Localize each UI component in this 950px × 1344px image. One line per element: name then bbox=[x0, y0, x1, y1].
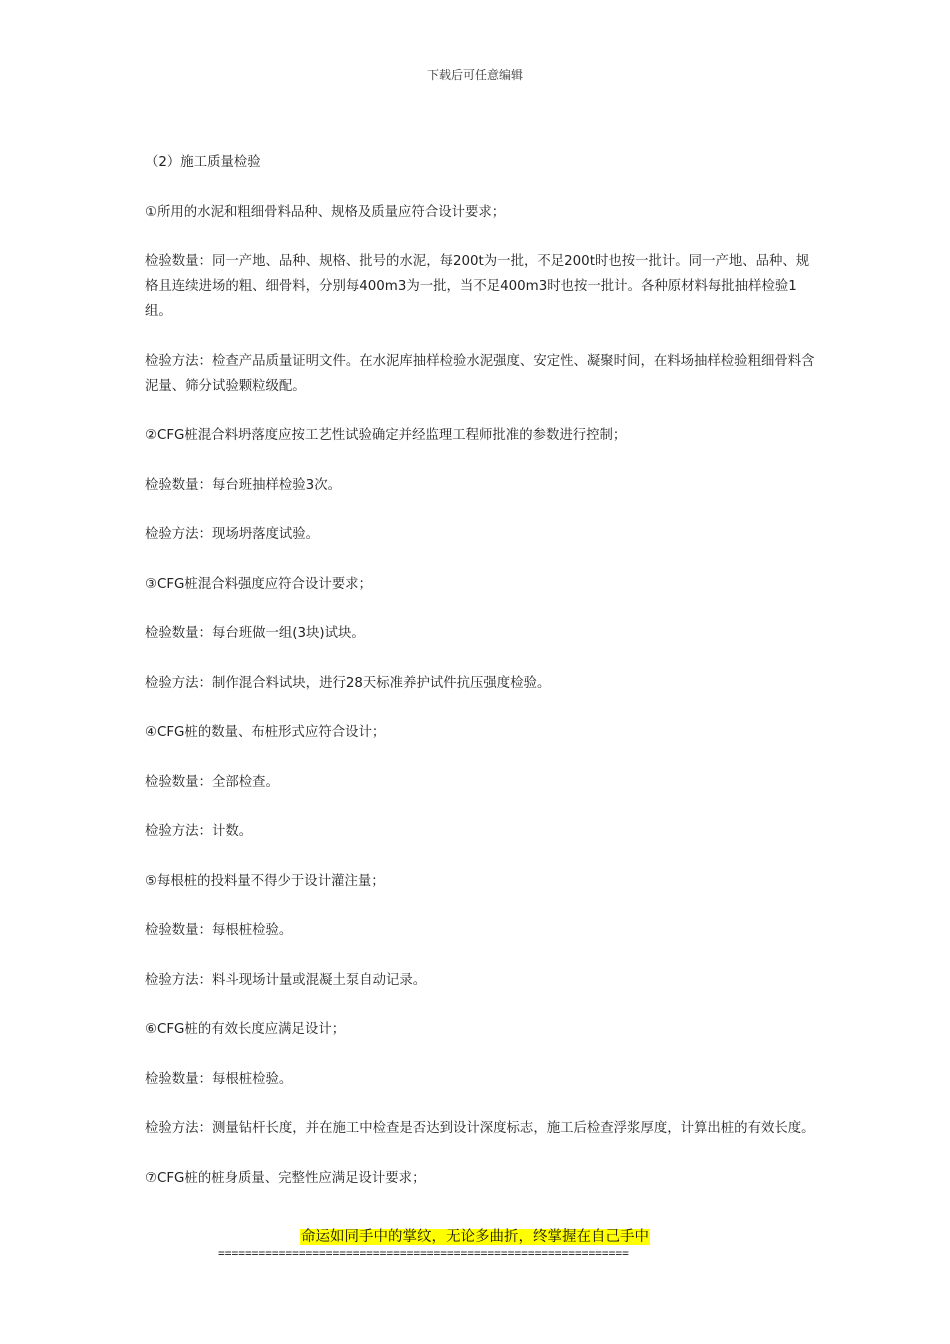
requirement-item-1: ①所用的水泥和粗细骨料品种、规格及质量应符合设计要求； bbox=[145, 204, 506, 220]
inspection-quantity-3: 检验数量：每台班做一组(3块)试块。 bbox=[145, 626, 365, 641]
inspection-quantity-1: 检验数量：同一产地、品种、规格、批号的水泥，每200t为一批，不足200t时也按一批计。同一产地、品种、规格且连续进场的粗、细骨料，分别每400m3为一批，当不足400m3时也按一批计。各种原材料每批抽样检验1组。 bbox=[145, 254, 810, 319]
requirement-item-4: ④CFG桩的数量、布桩形式应符合设计； bbox=[145, 725, 386, 740]
inspection-quantity-4: 检验数量：全部检查。 bbox=[145, 774, 279, 790]
requirement-item-5: ⑤每根桩的投料量不得少于设计灌注量； bbox=[145, 873, 385, 889]
requirement-item-3: ③CFG桩混合料强度应符合设计要求； bbox=[145, 576, 372, 592]
requirement-item-7: ⑦CFG桩的桩身质量、完整性应满足设计要求； bbox=[145, 1170, 426, 1186]
inspection-method-5: 检验方法：料斗现场计量或混凝土泵自动记录。 bbox=[145, 972, 427, 988]
footer-slogan-text: 命运如同手中的掌纹，无论多曲折，终掌握在自己手中 bbox=[301, 1229, 649, 1245]
inspection-method-1: 检验方法：检查产品质量证明文件。在水泥库抽样检验水泥强度、安定性、凝聚时间，在料场抽样检验粗细骨料含泥量、筛分试验颗粒级配。 bbox=[145, 353, 815, 394]
inspection-method-6: 检验方法：测量钻杆长度，并在施工中检查是否达到设计深度标志，施工后检查浮浆厚度，计算出桩的有效长度。 bbox=[145, 1121, 815, 1136]
footer-divider: ============================================================= bbox=[218, 1247, 629, 1260]
inspection-quantity-6: 检验数量：每根桩检验。 bbox=[145, 1071, 293, 1087]
document-body bbox=[145, 150, 817, 1215]
page-header: 下载后可任意编辑 bbox=[426, 68, 523, 82]
inspection-method-2: 检验方法：现场坍落度试验。 bbox=[145, 527, 320, 542]
section-heading: （2）施工质量检验 bbox=[145, 155, 261, 170]
requirement-item-2: ②CFG桩混合料坍落度应按工艺性试验确定并经监理工程师批准的参数进行控制； bbox=[145, 428, 627, 443]
inspection-method-4: 检验方法：计数。 bbox=[145, 824, 253, 839]
requirement-item-6: ⑥CFG桩的有效长度应满足设计； bbox=[145, 1022, 346, 1037]
inspection-method-3: 检验方法：制作混合料试块，进行28天标准养护试件抗压强度检验。 bbox=[145, 675, 551, 691]
inspection-quantity-2: 检验数量：每台班抽样检验3次。 bbox=[145, 477, 341, 493]
inspection-quantity-5: 检验数量：每根桩检验。 bbox=[145, 923, 293, 938]
footer-slogan bbox=[0, 1227, 950, 1247]
